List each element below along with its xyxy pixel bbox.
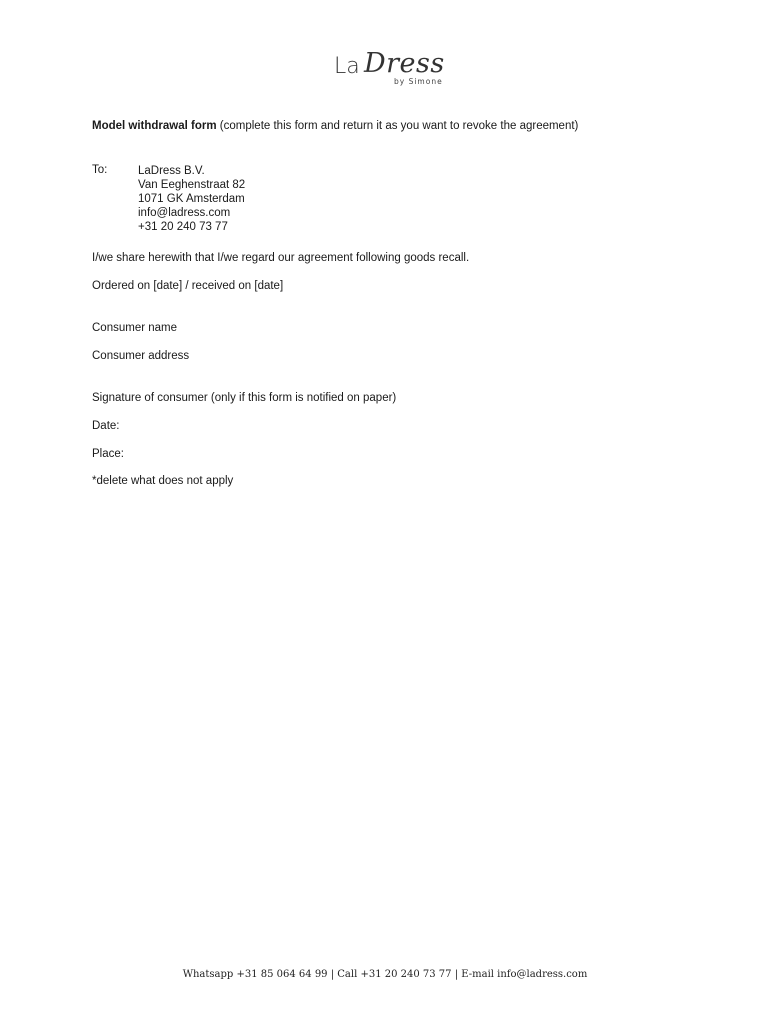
consumer-address-label: Consumer address [92, 350, 190, 362]
consumer-name-label: Consumer name [92, 322, 178, 334]
ladress-logo [334, 50, 456, 88]
form-title: Model withdrawal form [92, 120, 217, 132]
address-city: 1071 GK Amsterdam [138, 193, 245, 205]
signature-label: Signature of consumer (only if this form is notified on paper) [92, 392, 397, 404]
address-email: info@ladress.com [138, 207, 231, 219]
logo-by-simone: by Simone [394, 77, 443, 86]
place-label: Place: [92, 448, 124, 460]
date-label: Date: [92, 420, 120, 432]
logo-dress: Dress [364, 48, 445, 79]
statement-text: I/we share herewith that I/we regard our agreement following goods recall. [92, 252, 470, 264]
to-label: To: [92, 164, 108, 176]
recipient-address [138, 164, 245, 234]
footer-contact: Whatsapp +31 85 064 64 99 | Call +31 20 240 73 77 | E-mail info@ladress.com [182, 969, 588, 980]
address-company: LaDress B.V. [138, 165, 205, 177]
delete-note: *delete what does not apply [92, 475, 234, 487]
form-heading [92, 119, 578, 133]
logo-la: La [334, 54, 360, 79]
address-street: Van Eeghenstraat 82 [138, 179, 246, 191]
form-instruction: (complete this form and return it as you want to revoke the agreement) [216, 120, 579, 132]
address-phone: +31 20 240 73 77 [138, 221, 228, 233]
ordered-line: Ordered on [date] / received on [date] [92, 280, 284, 292]
